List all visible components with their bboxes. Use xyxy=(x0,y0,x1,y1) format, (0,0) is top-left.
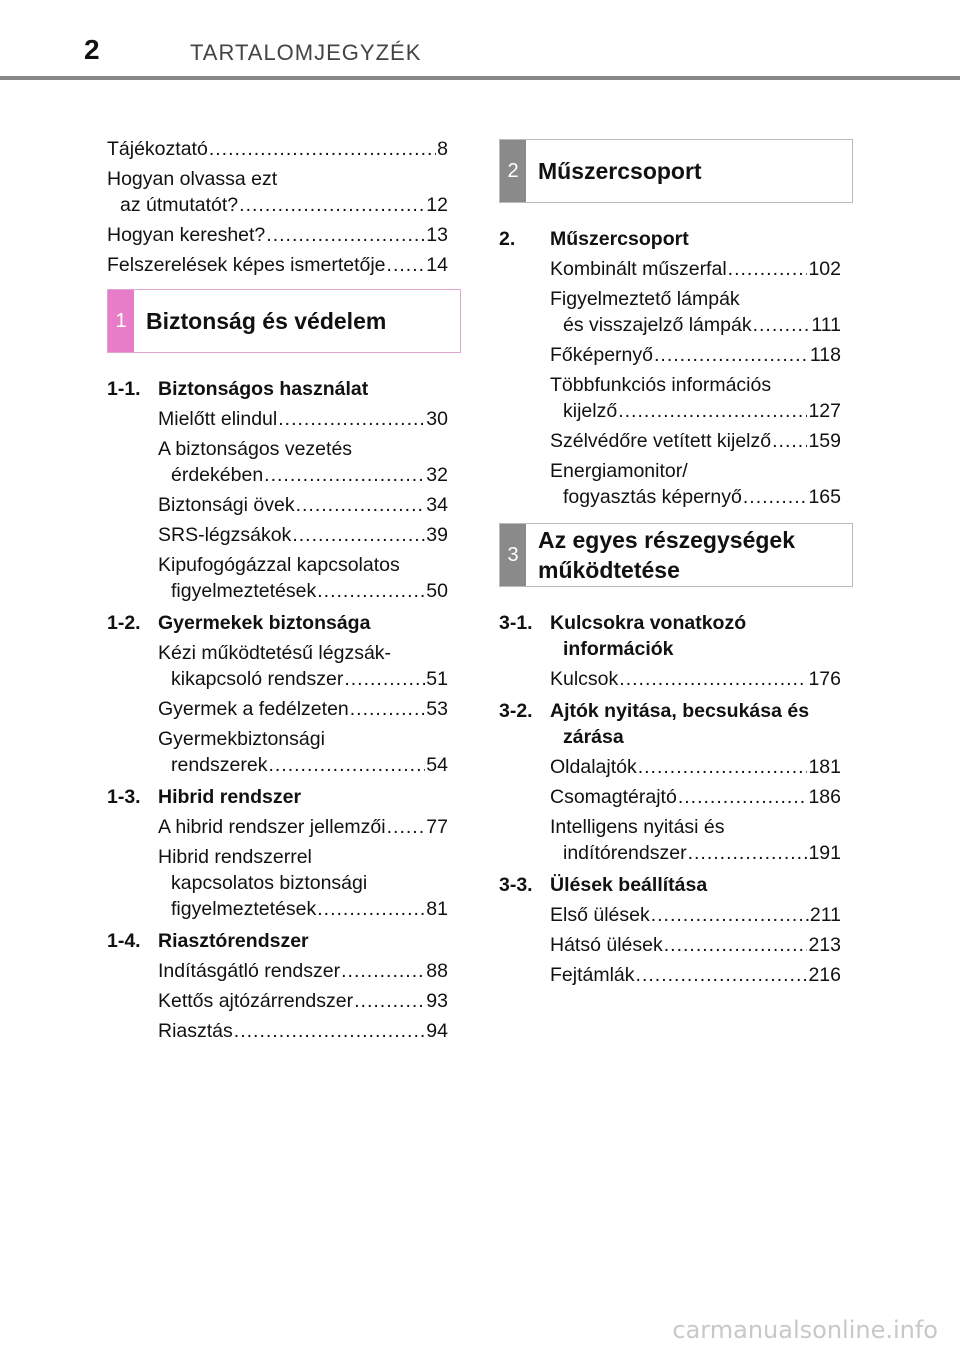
section-2-header[interactable] xyxy=(499,139,853,203)
leader-dots xyxy=(264,462,425,488)
entry-title-cont: érdekében xyxy=(171,464,264,486)
entry-page: 34 xyxy=(426,494,448,516)
entry-title: Gyermek a fedélzeten xyxy=(158,698,349,720)
entry-title: Felszerelések képes ismertetője xyxy=(107,254,386,276)
leader-dots xyxy=(678,784,808,810)
entry-title-cont: kapcsolatos biztonsági xyxy=(171,872,368,894)
subsection-number: 3-3. xyxy=(499,874,533,896)
subsection-heading[interactable] xyxy=(499,698,840,750)
entry-page: 111 xyxy=(811,314,841,336)
entry-page: 81 xyxy=(426,898,448,920)
subsection-title: Ajtók nyitása, becsukása és xyxy=(550,700,810,722)
section-number: 1 xyxy=(108,290,134,352)
entry-title: A biztonságos vezetés xyxy=(158,438,353,460)
leader-dots xyxy=(664,932,808,958)
leader-dots xyxy=(292,522,425,548)
leader-dots xyxy=(619,666,807,692)
entry-title: Intelligens nyitási és xyxy=(550,816,725,838)
entry-page: 176 xyxy=(808,668,841,690)
entry-page: 51 xyxy=(426,668,448,690)
leader-dots xyxy=(239,192,425,218)
toc-entry[interactable] xyxy=(550,754,841,780)
section-3-header[interactable] xyxy=(499,523,853,587)
leader-dots xyxy=(317,578,425,604)
toc-entry[interactable] xyxy=(158,436,448,488)
entry-title: Első ülések xyxy=(550,904,650,926)
entry-page: 191 xyxy=(808,842,841,864)
toc-entry[interactable] xyxy=(158,552,448,604)
toc-entry[interactable] xyxy=(158,844,448,922)
entry-page: 165 xyxy=(808,486,841,508)
toc-entry[interactable] xyxy=(550,814,841,866)
subsection-title: Riasztórendszer xyxy=(158,930,309,952)
entry-title: Hogyan olvassa ezt xyxy=(107,168,278,190)
entry-title: Tájékoztató xyxy=(107,138,208,160)
leader-dots xyxy=(268,752,425,778)
page-number: 2 xyxy=(84,34,100,65)
section-title: Műszercsoport xyxy=(538,158,702,184)
entry-page: 181 xyxy=(808,756,841,778)
subsection-heading[interactable] xyxy=(107,610,448,636)
entry-page: 127 xyxy=(808,400,841,422)
entry-page: 13 xyxy=(426,224,448,246)
entry-title-cont: indítórendszer xyxy=(563,842,687,864)
entry-title: Hátsó ülések xyxy=(550,934,663,956)
entry-title: Többfunkciós információs xyxy=(550,374,772,396)
entry-page: 32 xyxy=(426,464,448,486)
subsection-number: 3-1. xyxy=(499,612,533,634)
subsection-number: 3-2. xyxy=(499,700,533,722)
toc-entry[interactable] xyxy=(550,784,841,810)
toc-entry[interactable] xyxy=(158,696,448,722)
entry-title-cont: kikapcsoló rendszer xyxy=(171,668,344,690)
toc-entry[interactable] xyxy=(550,666,841,692)
entry-page: 14 xyxy=(426,254,448,276)
subsection-title: Hibrid rendszer xyxy=(158,786,302,808)
subsection-title-cont: zárása xyxy=(563,726,624,748)
subsection-number: 1-1. xyxy=(107,378,141,400)
toc-entry[interactable] xyxy=(550,428,841,454)
leader-dots xyxy=(636,962,808,988)
leader-dots xyxy=(350,696,426,722)
entry-title-cont: fogyasztás képernyő xyxy=(563,486,742,508)
toc-entry[interactable] xyxy=(550,458,841,510)
toc-entry[interactable] xyxy=(158,958,448,984)
entry-page: 213 xyxy=(808,934,841,956)
leader-dots xyxy=(772,428,807,454)
toc-entry[interactable] xyxy=(158,406,448,432)
entry-title: Hogyan kereshet? xyxy=(107,224,266,246)
toc-entry[interactable] xyxy=(158,726,448,778)
entry-page: 102 xyxy=(808,258,841,280)
leader-dots xyxy=(654,342,809,368)
header-divider xyxy=(0,76,960,80)
leader-dots xyxy=(278,406,425,432)
leader-dots xyxy=(753,312,811,338)
entry-title: Gyermekbiztonsági xyxy=(158,728,325,750)
toc-entry[interactable] xyxy=(107,166,448,218)
toc-entry[interactable] xyxy=(158,814,448,840)
entry-title: Kipufogógázzal kapcsolatos xyxy=(158,554,400,576)
section-number: 3 xyxy=(500,524,526,586)
toc-entry[interactable] xyxy=(158,988,448,1014)
leader-dots xyxy=(387,814,426,840)
entry-page: 216 xyxy=(808,964,841,986)
subsection-heading[interactable] xyxy=(107,376,448,402)
entry-title: Mielőtt elindul xyxy=(158,408,278,430)
section-1-header[interactable] xyxy=(107,289,461,353)
leader-dots xyxy=(234,1018,426,1044)
page-header xyxy=(0,0,960,80)
entry-page: 77 xyxy=(426,816,448,838)
entry-title: Indításgátló rendszer xyxy=(158,960,341,982)
entry-title: Oldalajtók xyxy=(550,756,637,778)
leader-dots xyxy=(651,902,809,928)
section-title-line: Az egyes részegységek xyxy=(538,527,795,553)
entry-title: Főképernyő xyxy=(550,344,653,366)
entry-title: Szélvédőre vetített kijelző xyxy=(550,430,772,452)
entry-title: Riasztás xyxy=(158,1020,233,1042)
entry-page: 12 xyxy=(426,194,448,216)
entry-title: Kézi működtetésű légzsák- xyxy=(158,642,392,664)
entry-page: 53 xyxy=(426,698,448,720)
toc-entry[interactable] xyxy=(550,932,841,958)
entry-title: Kettős ajtózárrendszer xyxy=(158,990,354,1012)
entry-title: Fejtámlák xyxy=(550,964,635,986)
toc-entry[interactable] xyxy=(550,256,841,282)
section-title xyxy=(526,524,795,586)
subsection-title: Kulcsokra vonatkozó xyxy=(550,612,747,634)
leader-dots xyxy=(387,252,426,278)
subsection-title-cont: információk xyxy=(563,638,674,660)
entry-page: 88 xyxy=(426,960,448,982)
toc-entry[interactable] xyxy=(107,252,448,278)
entry-title-cont: figyelmeztetések xyxy=(171,898,317,920)
subsection-heading[interactable] xyxy=(499,226,840,252)
entry-title-cont: kijelző xyxy=(563,400,618,422)
toc-entry[interactable] xyxy=(550,902,841,928)
toc-entry[interactable] xyxy=(550,342,841,368)
leader-dots xyxy=(743,484,808,510)
subsection-number: 2. xyxy=(499,228,516,250)
leader-dots xyxy=(618,398,807,424)
toc-entry[interactable] xyxy=(107,136,448,162)
toc-entry[interactable] xyxy=(158,492,448,518)
leader-dots xyxy=(317,896,425,922)
leader-dots xyxy=(341,958,425,984)
entry-page: 39 xyxy=(426,524,448,546)
leader-dots xyxy=(354,988,425,1014)
leader-dots xyxy=(296,492,426,518)
entry-title: Kombinált műszerfal xyxy=(550,258,727,280)
toc-entry[interactable] xyxy=(550,962,841,988)
toc-entry[interactable] xyxy=(107,222,448,248)
entry-title: A hibrid rendszer jellemzői xyxy=(158,816,386,838)
toc-entry[interactable] xyxy=(158,522,448,548)
subsection-heading[interactable] xyxy=(499,610,840,662)
entry-page: 54 xyxy=(426,754,448,776)
entry-page: 8 xyxy=(437,138,448,160)
entry-title-cont: figyelmeztetések xyxy=(171,580,317,602)
entry-page: 118 xyxy=(809,344,841,366)
subsection-title: Ülések beállítása xyxy=(550,874,708,896)
subsection-title: Gyermekek biztonsága xyxy=(158,612,371,634)
page-title: TARTALOMJEGYZÉK xyxy=(190,40,422,65)
entry-page: 211 xyxy=(809,904,841,926)
entry-title-cont: rendszerek xyxy=(171,754,268,776)
entry-title: Hibrid rendszerrel xyxy=(158,846,312,868)
entry-page: 30 xyxy=(426,408,448,430)
subsection-number: 1-4. xyxy=(107,930,141,952)
entry-title: Energiamonitor/ xyxy=(550,460,688,482)
leader-dots xyxy=(266,222,425,248)
entry-title-cont: az útmutatót? xyxy=(120,194,239,216)
subsection-number: 1-2. xyxy=(107,612,141,634)
leader-dots xyxy=(209,136,436,162)
leader-dots xyxy=(688,840,808,866)
watermark: carmanualsonline.info xyxy=(672,1316,938,1344)
entry-page: 93 xyxy=(426,990,448,1012)
toc-entry[interactable] xyxy=(158,1018,448,1044)
subsection-heading[interactable] xyxy=(499,872,840,898)
section-title-line: működtetése xyxy=(538,557,680,583)
section-number: 2 xyxy=(500,140,526,202)
entry-title: Csomagtérajtó xyxy=(550,786,677,808)
subsection-heading[interactable] xyxy=(107,928,448,954)
toc-entry[interactable] xyxy=(158,640,448,692)
subsection-title: Biztonságos használat xyxy=(158,378,369,400)
section-title: Biztonság és védelem xyxy=(146,308,387,334)
entry-title: Kulcsok xyxy=(550,668,619,690)
leader-dots xyxy=(344,666,425,692)
entry-page: 159 xyxy=(808,430,841,452)
entry-page: 186 xyxy=(808,786,841,808)
subsection-number: 1-3. xyxy=(107,786,141,808)
entry-title: Biztonsági övek xyxy=(158,494,295,516)
entry-title-cont: és visszajelző lámpák xyxy=(563,314,752,336)
toc-entry[interactable] xyxy=(550,372,841,424)
leader-dots xyxy=(728,256,808,282)
entry-title: SRS-légzsákok xyxy=(158,524,292,546)
subsection-title: Műszercsoport xyxy=(550,228,689,250)
leader-dots xyxy=(638,754,808,780)
entry-page: 94 xyxy=(426,1020,448,1042)
entry-page: 50 xyxy=(426,580,448,602)
subsection-heading[interactable] xyxy=(107,784,448,810)
entry-title: Figyelmeztető lámpák xyxy=(550,288,740,310)
toc-entry[interactable] xyxy=(550,286,841,338)
